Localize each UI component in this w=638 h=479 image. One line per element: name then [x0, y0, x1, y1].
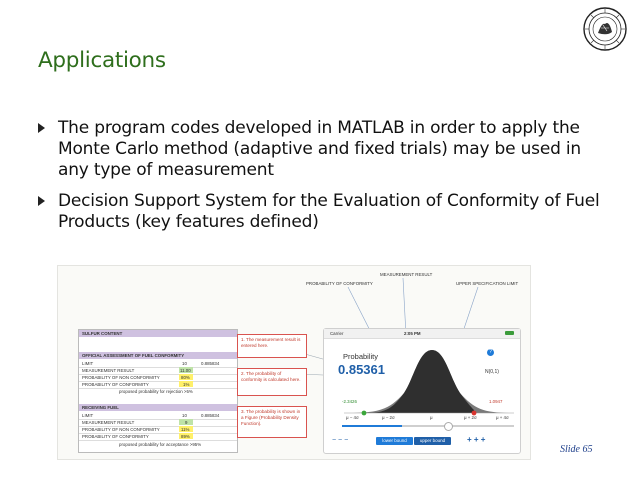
- table-row: MEASUREMENT RESULT 9: [79, 419, 237, 427]
- bullet-text: The program codes developed in MATLAB in order to apply the Monte Carlo method (adaptive and fixed trials) may be used in any type of measurement: [58, 118, 581, 180]
- sheet-note1: proposed probability for rejection >5%: [119, 389, 193, 394]
- sheet-section1: OFFICIAL ASSESSMENT OF FUEL CONFORMITY: [82, 353, 185, 358]
- probability-value: 0.85361: [338, 362, 385, 377]
- slide-number: Slide 65: [560, 444, 593, 455]
- bullet-arrow-icon: [38, 123, 45, 133]
- table-row: PROBABILITY OF NON CONFORMITY 11%: [79, 426, 237, 434]
- minus-icon[interactable]: − − −: [332, 437, 349, 444]
- sheet-side-value: 0.885834: [201, 413, 220, 418]
- sheet-section2: RECEIVING FUEL: [82, 405, 119, 410]
- spreadsheet: [78, 329, 238, 453]
- lower-bound-button[interactable]: lower bound: [376, 437, 413, 445]
- axis-tick: μ + 4σ: [496, 415, 509, 420]
- slider-fill: [342, 425, 402, 427]
- university-seal-icon: [582, 6, 628, 52]
- bullet-text: Decision Support System for the Evaluation of Conformity of Fuel Products (key features defined): [58, 191, 600, 232]
- table-row: PROBABILITY OF CONFORMITY 89%: [79, 433, 237, 441]
- bullet-item: [38, 191, 608, 233]
- bullet-item: [38, 118, 608, 181]
- upper-bound-button[interactable]: upper bound: [414, 437, 451, 445]
- slider-thumb[interactable]: [444, 422, 453, 431]
- table-row: PROBABILITY OF NON CONFORMITY 80%: [79, 374, 237, 382]
- label-upper-spec: UPPER SPECIFICATION LIMIT: [456, 281, 519, 286]
- table-row: LIMIT 10: [79, 360, 237, 368]
- table-row: MEASUREMENT RESULT 11.00: [79, 367, 237, 375]
- left-value: -2.3426: [342, 399, 357, 404]
- annotation-note-3: 3. The probability is shown in a Figure (Probability Density Function).: [237, 406, 307, 438]
- annotation-note-2: 2. The probability of conformity is calculated here.: [237, 368, 307, 396]
- phone-app: [323, 328, 521, 454]
- dss-figure: [57, 265, 531, 460]
- help-icon[interactable]: ?: [487, 349, 494, 356]
- bullet-arrow-icon: [38, 196, 45, 206]
- probability-label: Probability: [343, 352, 379, 361]
- battery-icon: [505, 331, 514, 335]
- axis-tick: μ + 2σ: [464, 415, 477, 420]
- sheet-title: SULFUR CONTENT: [82, 331, 123, 336]
- table-row: PROBABILITY OF CONFORMITY 1%: [79, 381, 237, 389]
- slide-title: Applications: [38, 48, 166, 73]
- table-row: LIMIT 10: [79, 412, 237, 420]
- distribution-label: N(0,1): [485, 369, 499, 375]
- pdf-curve: [324, 338, 520, 424]
- bullet-list: [38, 118, 608, 243]
- sheet-side-value: 0.885834: [201, 361, 220, 366]
- label-measurement-result: MEASUREMENT RESULT: [380, 272, 433, 277]
- label-prob-conformity: PROBABILITY OF CONFORMITY: [306, 281, 373, 286]
- right-value: 1.0947: [489, 399, 503, 404]
- sheet-note2: proposed probability for acceptance >95%: [119, 442, 202, 447]
- axis-tick: μ − 4σ: [346, 415, 359, 420]
- carrier-label: Carrier: [330, 331, 344, 336]
- time-label: 2:05 PM: [404, 331, 421, 336]
- axis-tick: μ: [430, 415, 433, 420]
- plus-icon[interactable]: + + +: [467, 435, 486, 444]
- annotation-note-1: 1. The measurement result is entered here.: [237, 334, 307, 358]
- axis-tick: μ − 2σ: [382, 415, 395, 420]
